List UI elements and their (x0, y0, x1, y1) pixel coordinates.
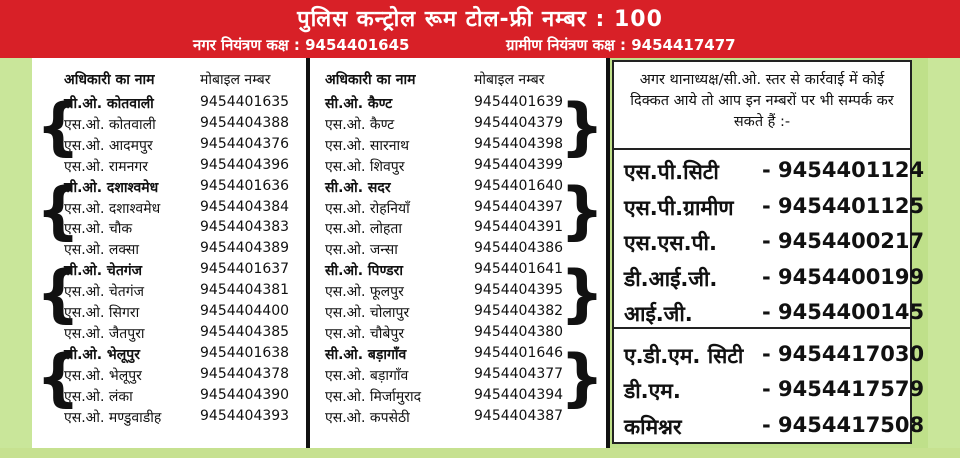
officer-mobile: 9454401637 (200, 261, 290, 278)
page-title: पुलिस कन्ट्रोल रूम टोल-फ्री नम्बर : 100 (297, 7, 663, 32)
officer-name: सी.ओ. कोतवाली (64, 96, 154, 112)
officer-mobile: 9454401638 (200, 344, 290, 361)
officer-name: एस.ओ. बड़ागाँव (325, 367, 409, 384)
contact-number: - 9454417508 (762, 412, 925, 437)
contact-number: - 9454400145 (762, 300, 925, 324)
right-name-header: अधिकारी का नाम (325, 72, 416, 88)
contact-number: - 9454400217 (762, 229, 925, 253)
officer-mobile: 9454404398 (474, 135, 564, 152)
left-decor-stripe (0, 58, 32, 458)
officer-mobile: 9454404394 (474, 386, 564, 403)
officer-mobile: 9454404379 (474, 114, 564, 131)
officer-name: सी.ओ. पिण्डरा (325, 263, 403, 280)
officer-mobile: 9454401635 (200, 94, 290, 110)
officer-name: एस.ओ. सिगरा (64, 305, 140, 321)
officer-mobile: 9454401639 (474, 94, 564, 110)
officer-name: एस.ओ. चौबेपुर (325, 325, 405, 342)
note-divider (614, 148, 910, 150)
officer-mobile: 9454404391 (474, 219, 564, 236)
officer-mobile: 9454404389 (200, 240, 290, 257)
right-brace-2: } (560, 174, 605, 247)
officer-name: एस.ओ. चौक (64, 221, 133, 238)
officer-name: एस.ओ. रामनगर (64, 158, 148, 175)
officer-name: एस.ओ. रोहनियाँ (325, 200, 410, 217)
officer-mobile: 9454404380 (474, 323, 564, 340)
officer-mobile: 9454404399 (474, 156, 564, 173)
left-mobile-header: मोबाइल नम्बर (200, 72, 271, 88)
column-divider (306, 58, 310, 448)
contact-label: एस.पी.सिटी (624, 160, 719, 184)
right-decor-stripe (928, 58, 960, 458)
officer-name: एस.ओ. फूलपुर (325, 284, 404, 301)
officer-name: एस.ओ. लंका (64, 388, 133, 405)
officer-mobile: 9454404378 (200, 365, 290, 382)
officer-name: एस.ओ. लोहता (325, 221, 403, 238)
officer-mobile: 9454404396 (200, 156, 290, 173)
contact-number: - 9454401124 (762, 158, 925, 182)
contact-number: - 9454417579 (762, 377, 925, 401)
officer-name: सी.ओ. भेलूपुर (64, 346, 140, 363)
officer-name: एस.ओ. कैण्ट (325, 116, 395, 133)
escalation-box (612, 60, 925, 444)
officer-mobile: 9454404376 (200, 135, 290, 152)
officer-name: एस.ओ. कोतवाली (64, 116, 156, 133)
left-brace-3: { (36, 257, 81, 330)
contact-label: डी.आई.जी. (624, 266, 718, 291)
officer-name: सी.ओ. सदर (325, 179, 391, 196)
rural-control-room: ग्रामीण नियंत्रण कक्ष : 9454417477 (506, 36, 736, 54)
officer-mobile: 9454404393 (200, 407, 290, 424)
officer-name: एस.ओ. शिवपुर (325, 158, 405, 175)
officer-name: सी.ओ. बड़ागाँव (325, 346, 407, 363)
contact-label: कमिश्नर (624, 414, 682, 439)
admin-divider (614, 327, 910, 329)
officer-name: एस.ओ. आदमपुर (64, 137, 153, 154)
officer-mobile: 9454401641 (474, 261, 564, 278)
officer-name: एस.ओ. भेलूपुर (64, 367, 142, 384)
right-brace-4: } (560, 341, 605, 414)
officer-mobile: 9454404382 (474, 303, 564, 319)
right-brace-1: } (560, 90, 605, 163)
header-banner (0, 0, 960, 58)
officer-name: एस.ओ. चेतगंज (64, 284, 145, 301)
contact-number: - 9454401125 (762, 193, 925, 218)
escalation-note: अगर थानाध्यक्ष/सी.ओ. स्तर से कार्रवाई में कोई दिक्कत आये तो आप इन नम्बरों पर भी सम्पर्क कर सकते हैं :- (630, 72, 894, 130)
contact-label: एस.पी.ग्रामीण (624, 195, 734, 220)
left-name-header: अधिकारी का नाम (64, 72, 155, 88)
officer-mobile: 9454404400 (200, 303, 290, 319)
officer-name: एस.ओ. लक्सा (64, 242, 140, 259)
officer-name: एस.ओ. सारनाथ (325, 137, 410, 154)
left-brace-1: { (36, 90, 81, 163)
officer-name: एस.ओ. चोलापुर (325, 305, 410, 321)
officer-name: एस.ओ. जन्सा (325, 242, 398, 259)
city-control-room: नगर नियंत्रण कक्ष : 9454401645 (193, 36, 410, 54)
officer-mobile: 9454404377 (474, 365, 564, 382)
officer-name: एस.ओ. मिर्जामुराद (325, 388, 422, 405)
officer-name: एस.ओ. कपसेठी (325, 409, 410, 426)
officer-mobile: 9454401640 (474, 177, 564, 194)
officer-mobile: 9454404388 (200, 114, 290, 131)
officer-mobile: 9454404384 (200, 198, 290, 215)
contact-label: आई.जी. (624, 302, 693, 326)
contact-label: ए.डी.एम. सिटी (624, 343, 744, 368)
officer-mobile: 9454404383 (200, 219, 290, 236)
officer-mobile: 9454404387 (474, 407, 564, 424)
officer-mobile: 9454401646 (474, 344, 564, 361)
officer-name: सी.ओ. चेतगंज (64, 263, 143, 280)
officer-mobile: 9454404385 (200, 323, 290, 340)
left-brace-2: { (36, 174, 81, 247)
bottom-strip (0, 448, 960, 458)
officer-mobile: 9454401636 (200, 177, 290, 194)
officer-name: सी.ओ. कैण्ट (325, 96, 393, 112)
officer-name: सी.ओ. दशाश्वमेध (64, 179, 159, 196)
officer-mobile: 9454404390 (200, 386, 290, 403)
officer-name: एस.ओ. मण्डुवाडीह (64, 409, 162, 426)
right-mobile-header: मोबाइल नम्बर (474, 72, 545, 88)
right-brace-3: } (560, 257, 605, 330)
left-brace-4: { (36, 341, 81, 414)
contact-number: - 9454417030 (762, 341, 925, 366)
officer-name: एस.ओ. दशाश्वमेध (64, 200, 161, 217)
officer-mobile: 9454404397 (474, 198, 564, 215)
contact-label: डी.एम. (624, 379, 681, 403)
contact-number: - 9454400199 (762, 264, 925, 289)
officer-name: एस.ओ. जैतपुरा (64, 325, 145, 342)
officer-mobile: 9454404386 (474, 240, 564, 257)
contact-label: एस.एस.पी. (624, 231, 717, 255)
officer-mobile: 9454404381 (200, 282, 290, 299)
panel-divider (606, 58, 610, 448)
officer-mobile: 9454404395 (474, 282, 564, 299)
